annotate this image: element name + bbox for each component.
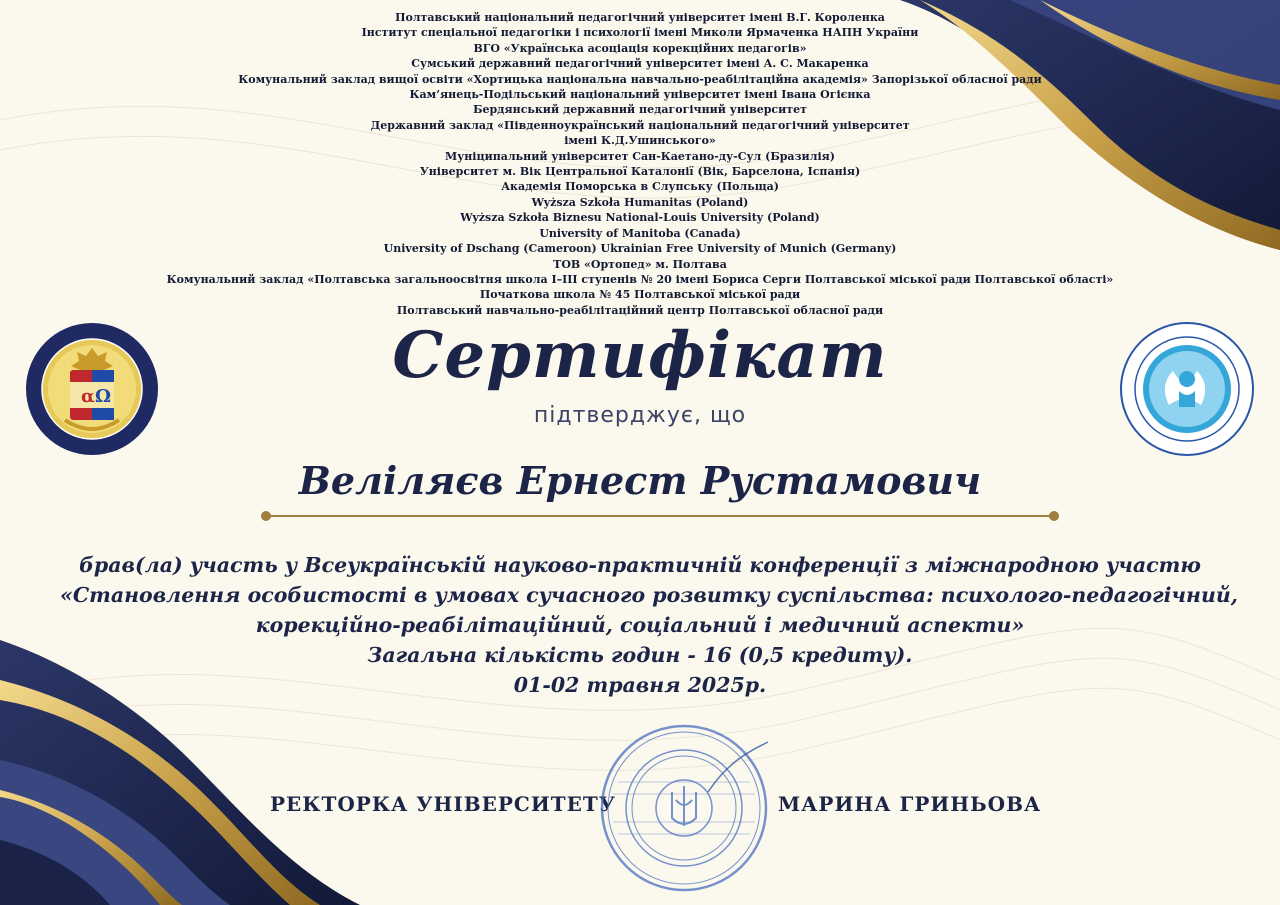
organizer-line: Бердянський державний педагогічний університет <box>473 103 807 117</box>
organizer-line: Сумський державний педагогічний університет імені А. С. Макаренка <box>411 57 869 71</box>
signatory-name: МАРИНА ГРИНЬОВА <box>778 792 1042 816</box>
body-line: «Становлення особистості в умовах сучасного розвитку суспільства: психолого-педагогічний, <box>60 583 1238 607</box>
signatory-position: РЕКТОРКА УНІВЕРСИТЕТУ <box>270 792 616 816</box>
certificate-body <box>60 550 1238 700</box>
organizer-line: ВГО «Українська асоціація корекційних педагогів» <box>473 41 807 55</box>
organizer-line: Кам’янець-Подільський національний університет імені Івана Огієнка <box>409 88 871 102</box>
organizer-line: Муніципальний університет Сан-Каетано-ду-Сул (Бразилія) <box>445 149 835 163</box>
organizer-line: Полтавський навчально-реабілітаційний центр Полтавської обласної ради <box>396 303 884 317</box>
body-line: Загальна кількість годин - 16 (0,5 кредиту). <box>367 643 913 667</box>
organizer-line: Wyższa Szkoła Biznesu National-Louis University (Poland) <box>460 211 820 225</box>
organizers-list <box>140 10 1140 318</box>
organizer-line: Інститут спеціальної педагогіки і психології імені Миколи Ярмаченка НАПН України <box>361 26 919 40</box>
organizer-line: Wyższa Szkoła Humanitas (Poland) <box>531 195 749 209</box>
organizer-line: Полтавський національний педагогічний університет імені В.Г. Короленка <box>395 11 885 24</box>
organizer-line: імені К.Д.Ушинського» <box>564 134 716 148</box>
organizer-line: Комунальний заклад вищої освіти «Хортицька національна навчально-реабілітаційна академія» Запорізької обласної ради <box>238 72 1042 86</box>
certificate-subtitle: підтверджує, що <box>533 403 747 428</box>
organizer-line: Державний заклад «Південноукраїнський національний педагогічний університет <box>370 118 910 132</box>
organizer-line: Університет м. Вік Центральної Каталонії (Вік, Барселона, Іспанія) <box>419 165 861 179</box>
organizer-line: Комунальний заклад «Полтавська загальноосвітня школа I–III ступенів № 20 імені Бориса Серги Полтавської міської ради Полтавської області» <box>166 272 1114 286</box>
body-line: 01-02 травня 2025р. <box>513 673 767 697</box>
body-line: корекційно-реабілітаційний, соціальний і медичний аспекти» <box>255 613 1025 637</box>
recipient-name: Веліляєв Ернест Рустамович <box>298 458 982 503</box>
svg-text:Ω: Ω <box>95 386 112 407</box>
official-seal-icon <box>598 722 770 894</box>
university-emblem-icon <box>25 322 159 456</box>
organizer-line: University of Dschang (Cameroon) Ukrainian Free University of Munich (Germany) <box>383 242 897 256</box>
organizer-line: Академія Поморська в Слупську (Польща) <box>501 180 779 194</box>
organizer-line: ТОВ «Ортопед» м. Полтава <box>553 257 727 271</box>
svg-text:α: α <box>81 386 95 407</box>
name-divider <box>260 509 1060 523</box>
organizer-line: University of Manitoba (Canada) <box>539 226 741 240</box>
certificate-title: Сертифікат <box>392 318 888 393</box>
organizer-line: Початкова школа № 45 Полтавської міської ради <box>479 288 801 302</box>
institute-emblem-icon <box>1119 321 1255 457</box>
body-line: брав(ла) участь у Всеукраїнській науково-практичній конференції з міжнародною участю <box>79 553 1201 577</box>
